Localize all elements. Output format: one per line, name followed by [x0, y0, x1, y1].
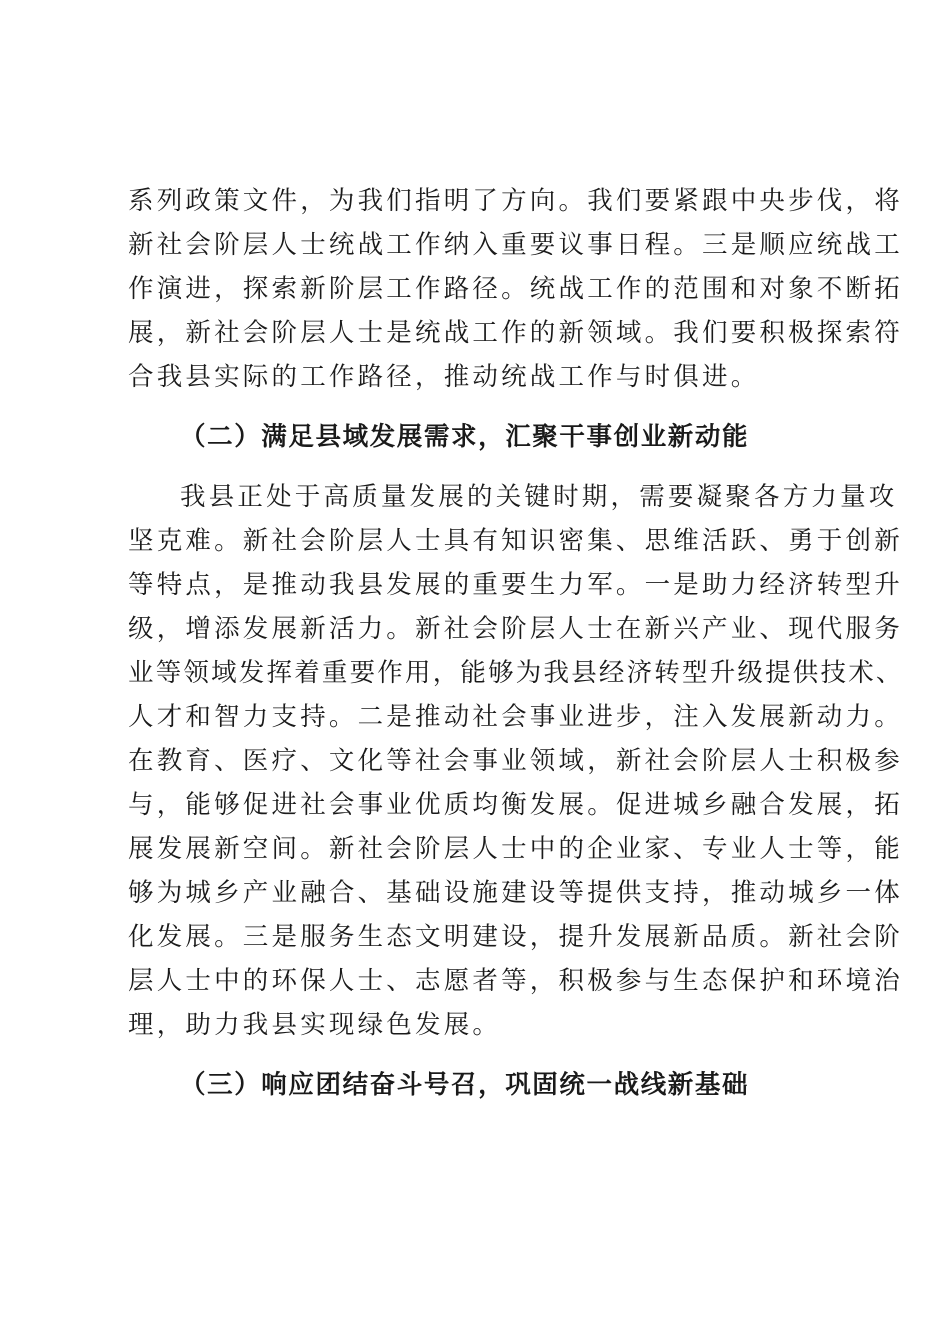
paragraph-2-line-10: 够为城乡产业融合、基础设施建设等提供支持，推动城乡一体	[128, 878, 903, 908]
section-heading-3: （三）响应团结奋斗号召，巩固统一战线新基础	[180, 1070, 750, 1100]
paragraph-2-line-12: 层人士中的环保人士、志愿者等，积极参与生态保护和环境治	[128, 966, 903, 996]
paragraph-1-line-1: 系列政策文件，为我们指明了方向。我们要紧跟中央步伐，将	[128, 186, 903, 216]
section-heading-2: （二）满足县域发展需求，汇聚干事创业新动能	[180, 422, 750, 452]
paragraph-2-line-2: 坚克难。新社会阶层人士具有知识密集、思维活跃、勇于创新	[128, 526, 903, 556]
paragraph-2-line-1: 我县正处于高质量发展的关键时期，需要凝聚各方力量攻	[180, 482, 898, 512]
paragraph-1-line-4: 展，新社会阶层人士是统战工作的新领域。我们要积极探索符	[128, 318, 903, 348]
paragraph-2-line-5: 业等领域发挥着重要作用，能够为我县经济转型升级提供技术、	[128, 658, 904, 688]
paragraph-1-line-5: 合我县实际的工作路径，推动统战工作与时俱进。	[128, 362, 760, 392]
paragraph-2-line-6: 人才和智力支持。二是推动社会事业进步，注入发展新动力。	[128, 702, 903, 732]
paragraph-2-line-9: 展发展新空间。新社会阶层人士中的企业家、专业人士等，能	[128, 834, 903, 864]
paragraph-2-line-3: 等特点，是推动我县发展的重要生力军。一是助力经济转型升	[128, 570, 903, 600]
paragraph-2-line-11: 化发展。三是服务生态文明建设，提升发展新品质。新社会阶	[128, 922, 903, 952]
paragraph-2-line-4: 级，增添发展新活力。新社会阶层人士在新兴产业、现代服务	[128, 614, 903, 644]
paragraph-1-line-3: 作演进，探索新阶层工作路径。统战工作的范围和对象不断拓	[128, 274, 903, 304]
paragraph-2-line-7: 在教育、医疗、文化等社会事业领域，新社会阶层人士积极参	[128, 746, 903, 776]
paragraph-1-line-2: 新社会阶层人士统战工作纳入重要议事日程。三是顺应统战工	[128, 230, 903, 260]
paragraph-2-line-8: 与，能够促进社会事业优质均衡发展。促进城乡融合发展，拓	[128, 790, 903, 820]
paragraph-2-line-13: 理，助力我县实现绿色发展。	[128, 1010, 502, 1040]
